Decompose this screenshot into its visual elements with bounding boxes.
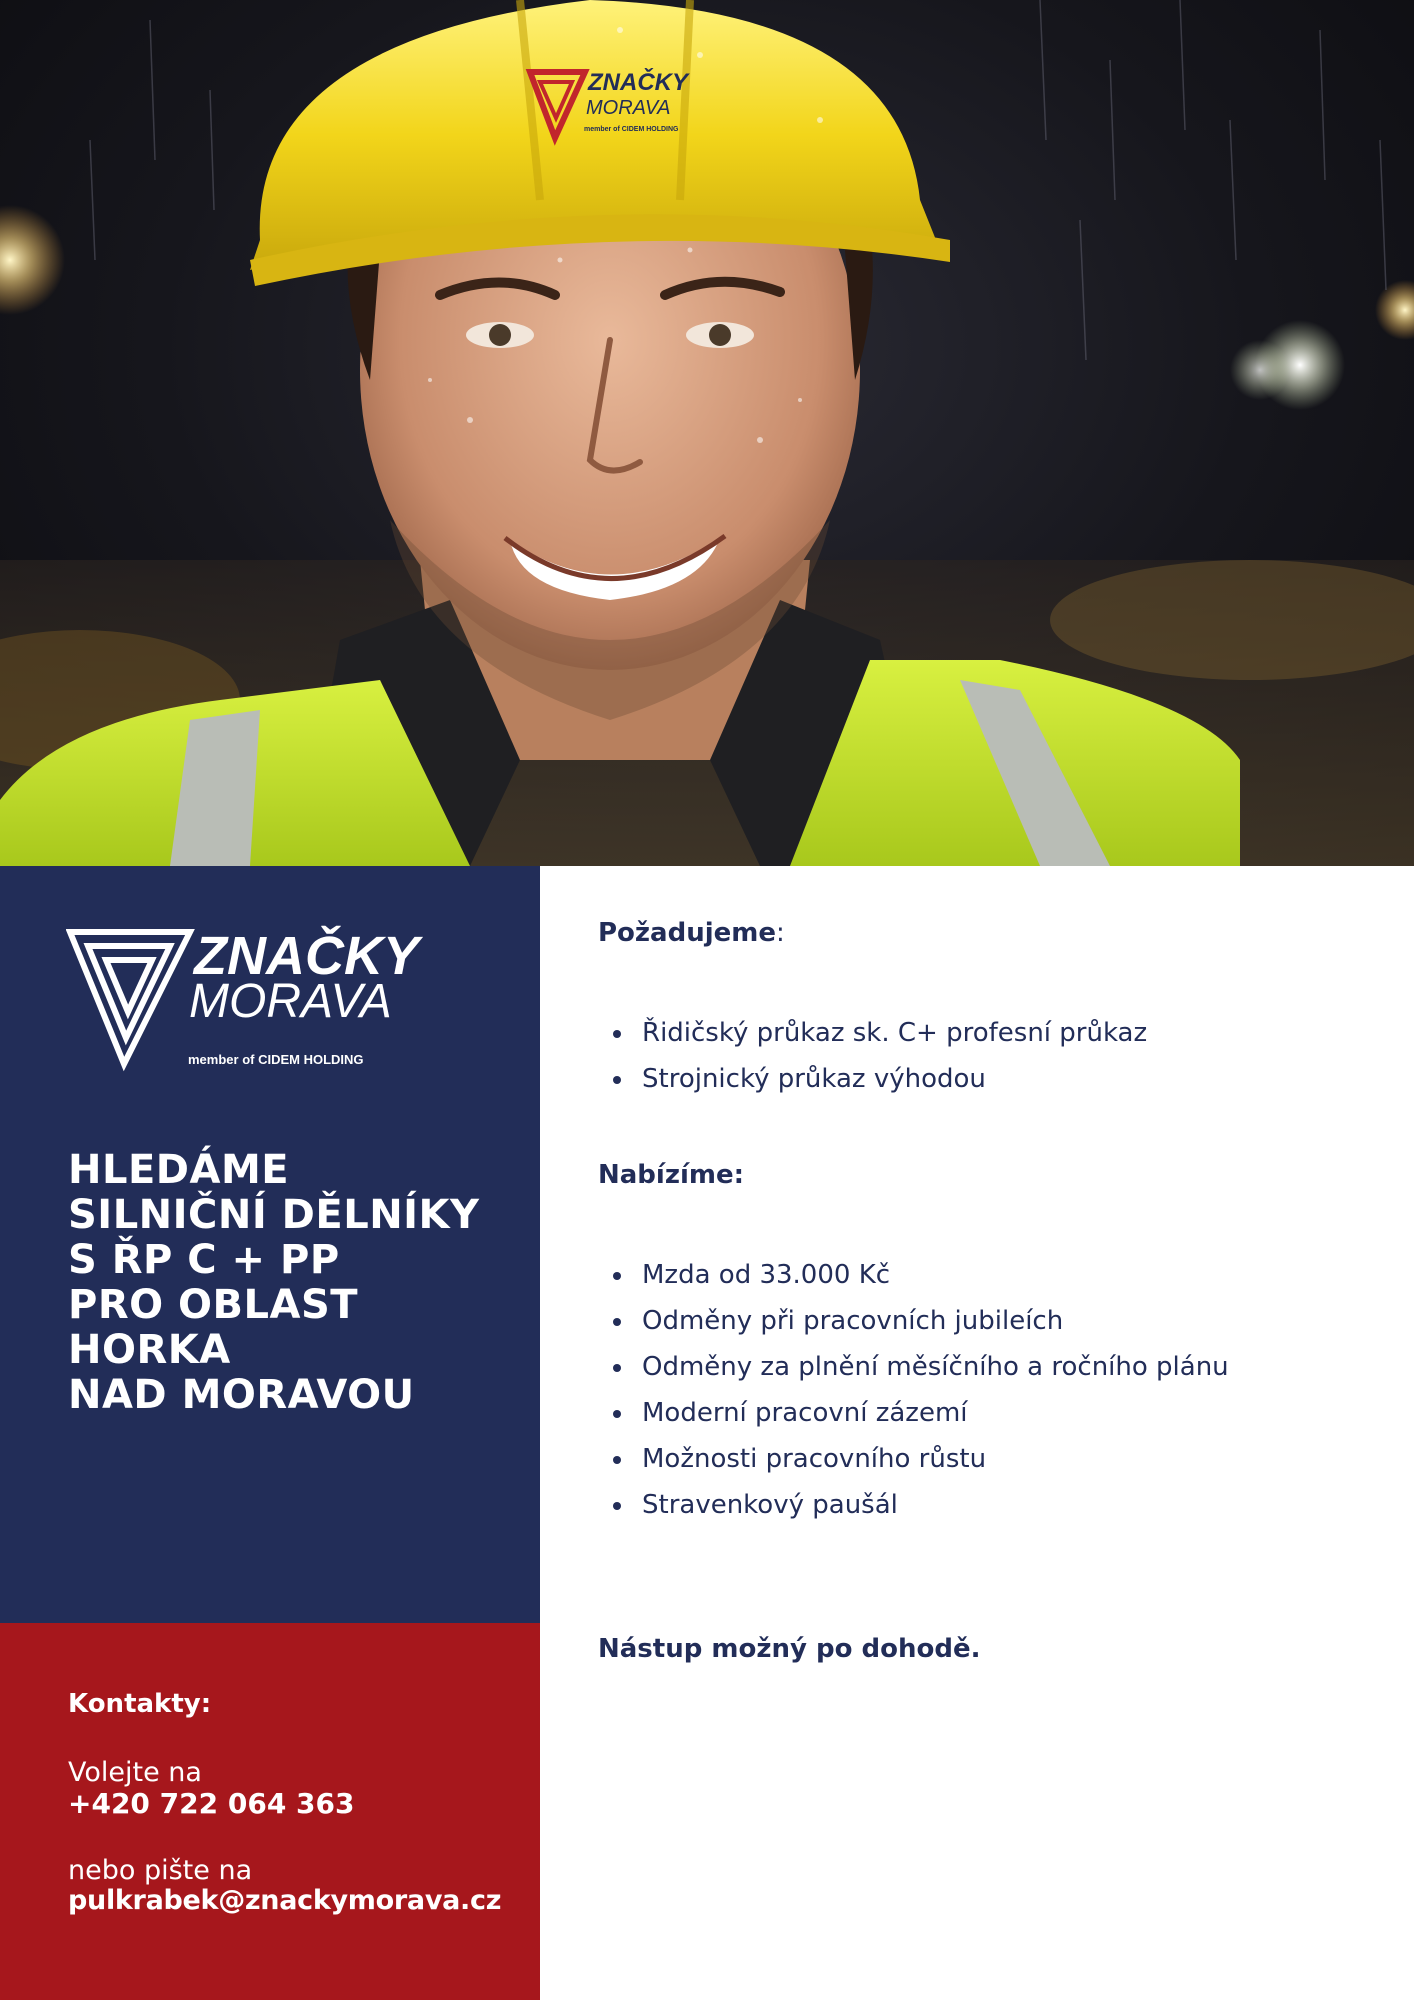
headline-line: PRO OBLAST bbox=[68, 1282, 359, 1328]
phone-number-link[interactable]: +420 722 064 363 bbox=[68, 1787, 355, 1820]
list-item: Řidičský průkaz sk. C+ profesní průkaz bbox=[598, 1010, 1147, 1056]
headline-line: HORKA bbox=[68, 1327, 231, 1373]
job-headline bbox=[68, 1148, 528, 1418]
contacts-panel bbox=[0, 1623, 540, 2000]
logo-line1: ZNAČKY bbox=[194, 926, 419, 986]
requirements-title-colon: : bbox=[776, 918, 785, 948]
logo-tagline: member of CIDEM HOLDING bbox=[188, 1052, 364, 1067]
headline-line: S ŘP C + PP bbox=[68, 1237, 340, 1283]
hero-photo-illustration bbox=[0, 0, 1414, 866]
helmet-logo-line1: ZNAČKY bbox=[588, 69, 688, 96]
headline-line: NAD MORAVOU bbox=[68, 1372, 415, 1418]
helmet-logo-line3: member of CIDEM HOLDING bbox=[584, 126, 679, 133]
requirements-title-text: Požadujeme bbox=[598, 918, 776, 948]
write-label: nebo pište na bbox=[68, 1855, 253, 1886]
list-item: Odměny za plnění měsíčního a ročního plánu bbox=[598, 1344, 1229, 1390]
list-item: Odměny při pracovních jubileích bbox=[598, 1298, 1229, 1344]
helmet-logo-line2: MORAVA bbox=[586, 97, 671, 119]
logo-line2: MORAVA bbox=[189, 975, 392, 1028]
requirements-title bbox=[598, 918, 785, 948]
list-item: Možnosti pracovního růstu bbox=[598, 1436, 1229, 1482]
email-link[interactable]: pulkrabek@znackymorava.cz bbox=[68, 1885, 502, 1916]
contacts-title: Kontakty: bbox=[68, 1689, 212, 1719]
company-logo bbox=[66, 926, 436, 1076]
offers-title: Nabízíme: bbox=[598, 1160, 744, 1190]
hero-photo-worker bbox=[0, 0, 1414, 866]
list-item: Moderní pracovní zázemí bbox=[598, 1390, 1229, 1436]
requirements-list bbox=[598, 1010, 1147, 1102]
list-item: Stravenkový paušál bbox=[598, 1482, 1229, 1528]
call-label: Volejte na bbox=[68, 1757, 202, 1788]
headline-line: HLEDÁME bbox=[68, 1147, 290, 1193]
list-item: Strojnický průkaz výhodou bbox=[598, 1056, 1147, 1102]
headline-line: SILNIČNÍ DĚLNÍKY bbox=[68, 1192, 480, 1238]
logo-chevron-icon bbox=[66, 926, 196, 1076]
offers-list bbox=[598, 1252, 1229, 1528]
list-item: Mzda od 33.000 Kč bbox=[598, 1252, 1229, 1298]
start-note: Nástup možný po dohodě. bbox=[598, 1634, 981, 1664]
intro-panel bbox=[0, 866, 540, 1623]
